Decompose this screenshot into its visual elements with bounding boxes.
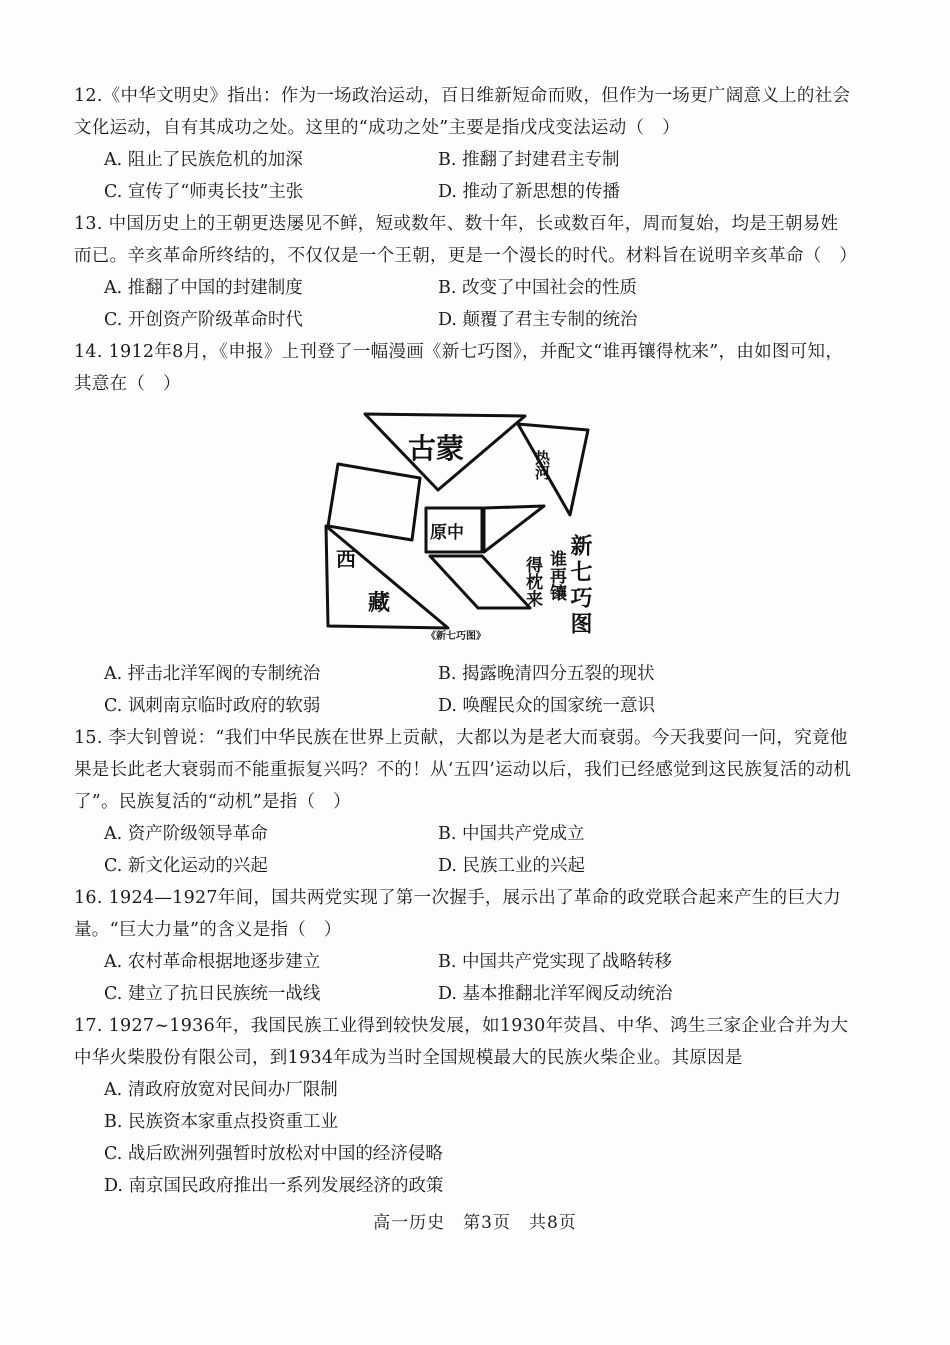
parallelogram-bottom: [430, 556, 530, 608]
question-14: [74, 336, 854, 722]
options-grid: [74, 658, 854, 722]
label-yuanzhong: 原中: [430, 523, 464, 543]
question-stem: 14. 1912年8月，《申报》上刊登了一幅漫画《新七巧图》，并配文“谁再镶得枕来”，由如图可知，其意在（ ）: [74, 342, 844, 394]
option-d[interactable]: D. 唤醒民众的国家统一意识: [438, 696, 656, 716]
question-16: [74, 882, 854, 1010]
option-c[interactable]: C. 开创资产阶级革命时代: [104, 310, 303, 330]
option-a[interactable]: A. 推翻了中国的封建制度: [104, 278, 303, 298]
option-c[interactable]: C. 新文化运动的兴起: [104, 856, 268, 876]
question-stem: 15. 李大钊曾说：“我们中华民族在世界上贡献，大都以为是老大而衰弱。今天我要问一问，究竟他果是长此老大衰弱而不能重振复兴吗？不的！从‘五四’运动以后，我们已经感觉到这民族复活的动机了”。民族复活的“动机”是指（ ）: [74, 728, 852, 812]
title-char-4: 图: [567, 612, 593, 634]
quad-left: [328, 464, 420, 540]
options-list: [74, 1074, 854, 1202]
option-c[interactable]: C. 战后欧洲列强暂时放松对中国的经济侵略: [104, 1144, 443, 1164]
question-stem: 12.《中华文明史》指出：作为一场政治运动，百日维新短命而败，但作为一场更广阔意义上的社会文化运动，自有其成功之处。这里的“成功之处”主要是指戊戌变法运动（ ）: [74, 86, 851, 138]
title-char-1: 新: [567, 534, 593, 556]
option-c[interactable]: C. 建立了抗日民族统一战线: [104, 984, 321, 1004]
question-13: [74, 208, 858, 336]
title-char-2: 七: [567, 560, 593, 582]
label-gumeng: 古蒙: [408, 432, 465, 465]
option-a[interactable]: A. 抨击北洋军阀的专制统治: [104, 664, 321, 684]
question-17: [74, 1010, 854, 1202]
figure-caption: 《新七巧图》: [426, 631, 486, 642]
option-d[interactable]: D. 民族工业的兴起: [438, 856, 586, 876]
question-15: [74, 722, 854, 882]
option-c[interactable]: C. 宣传了“师夷长技”主张: [104, 182, 304, 202]
tangram-drawing: [320, 410, 620, 650]
option-d[interactable]: D. 推动了新思想的传播: [438, 182, 621, 202]
triangle-rehe: [518, 424, 588, 515]
label-rehe: 热河: [533, 450, 551, 480]
option-a[interactable]: A. 资产阶级领导革命: [104, 824, 268, 844]
option-a[interactable]: A. 清政府放宽对民间办厂限制: [104, 1080, 338, 1100]
option-a[interactable]: A. 农村革命根据地逐步建立: [104, 952, 321, 972]
label-xi: 西: [336, 547, 356, 571]
exam-page: [74, 80, 858, 1202]
verse-col-1: 谁再镶: [546, 550, 566, 601]
option-b[interactable]: B. 中国共产党成立: [438, 824, 585, 844]
options-grid: [74, 818, 854, 882]
option-a[interactable]: A. 阻止了民族危机的加深: [104, 150, 303, 170]
tangram-cartoon: [320, 410, 620, 650]
option-b[interactable]: B. 推翻了封建君主专制: [438, 150, 620, 170]
option-d[interactable]: D. 南京国民政府推出一系列发展经济的政策: [104, 1176, 444, 1196]
label-zang: 藏: [368, 590, 391, 616]
options-grid: [74, 144, 854, 208]
option-d[interactable]: D. 颠覆了君主专制的统治: [438, 310, 638, 330]
verse-col-2: 得枕来: [522, 556, 542, 607]
options-grid: [74, 946, 854, 1010]
options-grid: [74, 272, 854, 336]
question-stem: 17. 1927~1936年，我国民族工业得到较快发展，如1930年荧昌、中华、鸿生三家企业合并为大中华火柴股份有限公司，到1934年成为当时全国规模最大的民族火柴企业。其原因是: [74, 1016, 849, 1068]
option-b[interactable]: B. 揭露晚清四分五裂的现状: [438, 664, 655, 684]
option-c[interactable]: C. 讽刺南京临时政府的软弱: [104, 696, 321, 716]
option-d[interactable]: D. 基本推翻北洋军阀反动统治: [438, 984, 673, 1004]
question-stem: 16. 1924—1927年间，国共两党实现了第一次握手，展示出了革命的政党联合起来产生的巨大力量。“巨大力量”的含义是指（ ）: [74, 888, 841, 940]
title-char-3: 巧: [567, 586, 593, 608]
page-footer: 高一历史 第3页 共8页: [373, 1213, 577, 1233]
question-12: [74, 80, 854, 208]
option-b[interactable]: B. 中国共产党实现了战略转移: [438, 952, 672, 972]
question-stem: 13. 中国历史上的王朝更迭屡见不鲜，短或数年、数十年，长或数百年，周而复始，均是王朝易姓而已。辛亥革命所终结的，不仅仅是一个王朝，更是一个漫长的时代。材料旨在说明辛亥革命（ ）: [74, 214, 858, 266]
option-b[interactable]: B. 民族资本家重点投资重工业: [104, 1112, 338, 1132]
triangle-right-mid: [484, 506, 544, 552]
option-b[interactable]: B. 改变了中国社会的性质: [438, 278, 637, 298]
